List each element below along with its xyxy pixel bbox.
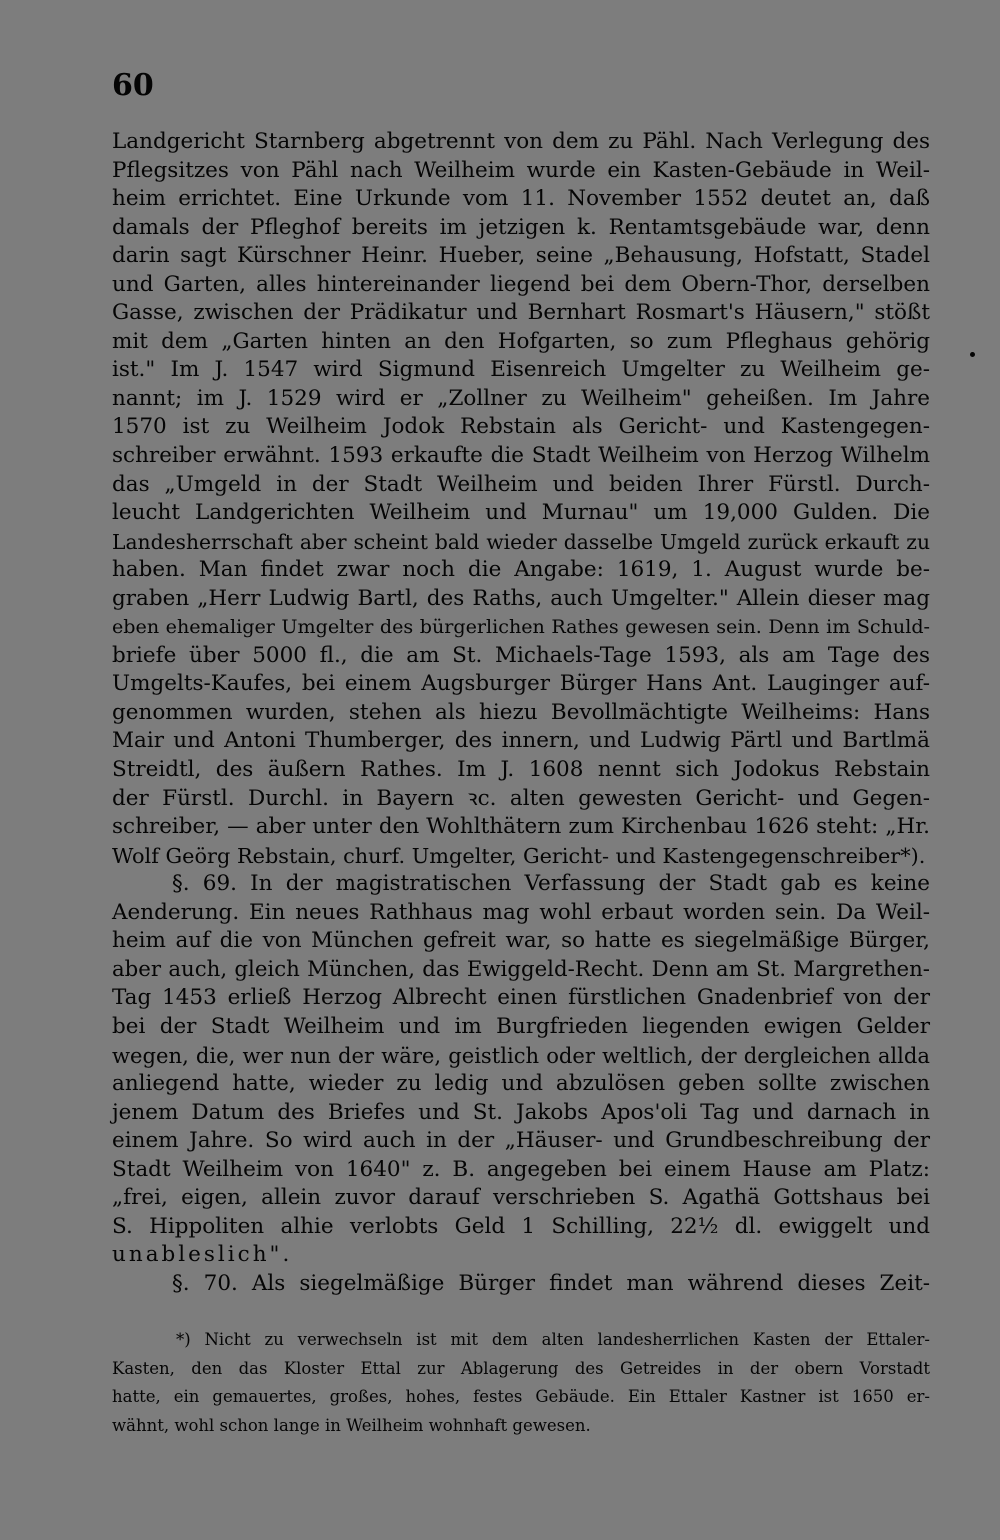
footnote-line: *) Nicht zu verwechseln ist mit dem alten landesherrlichen Kasten der Ettaler- bbox=[176, 1330, 930, 1349]
text-line: Landesherrschaft aber scheint bald wieder dasselbe Umgeld zurück erkauft zu bbox=[112, 529, 930, 554]
footnote bbox=[112, 1326, 930, 1440]
text-line: Stadt Weilheim von 1640" z. B. angegeben bei einem Hause am Platz: bbox=[112, 1156, 930, 1182]
text-line: mit dem „Garten hinten an den Hofgarten, so zum Pfleghaus gehörig bbox=[112, 328, 930, 354]
text-line: haben. Man findet zwar noch die Angabe: 1619, 1. August wurde be- bbox=[112, 557, 930, 583]
text-line: Pflegsitzes von Pähl nach Weilheim wurde ein Kasten-Gebäude in Weil- bbox=[112, 157, 930, 183]
text-line: schreiber erwähnt. 1593 erkaufte die Stadt Weilheim von Herzog Wilhelm bbox=[112, 443, 930, 469]
section-heading-line: §. 70. Als siegelmäßige Bürger findet man während dieses Zeit- bbox=[172, 1270, 930, 1296]
text-line: damals der Pfleghof bereits im jetzigen k. Rentamtsgebäude war, denn bbox=[112, 214, 930, 240]
text-line: Umgelts-Kaufes, bei einem Augsburger Bürger Hans Ant. Lauginger auf- bbox=[112, 671, 930, 697]
text-line: aber auch, gleich München, das Ewiggeld-Recht. Denn am St. Margrethen- bbox=[112, 956, 930, 982]
text-line: unableslich". bbox=[112, 1242, 293, 1268]
text-line: der Fürstl. Durchl. in Bayern ꝛc. alten gewesten Gericht- und Gegen- bbox=[112, 785, 930, 811]
text-line: Mair und Antoni Thumberger, des innern, und Ludwig Pärtl und Bartlmä bbox=[112, 728, 930, 754]
text-line: S. Hippoliten alhie verlobts Geld 1 Schilling, 22½ dl. ewiggelt und bbox=[112, 1213, 930, 1239]
text-line: 1570 ist zu Weilheim Jodok Rebstain als Gericht- und Kastengegen- bbox=[112, 414, 930, 440]
body-text bbox=[112, 128, 930, 1298]
text-line: graben „Herr Ludwig Bartl, des Raths, auch Umgelter." Allein dieser mag bbox=[112, 585, 930, 611]
text-line: Aenderung. Ein neues Rathhaus mag wohl erbaut worden sein. Da Weil- bbox=[112, 899, 930, 925]
text-line: nannt; im J. 1529 wird er „Zollner zu Weilheim" geheißen. Im Jahre bbox=[112, 385, 930, 411]
footnote-line: hatte, ein gemauertes, großes, hohes, festes Gebäude. Ein Ettaler Kastner ist 1650 er- bbox=[112, 1387, 930, 1406]
text-line: und Garten, alles hintereinander liegend bei dem Obern-Thor, derselben bbox=[112, 271, 930, 297]
section-heading-line: §. 69. In der magistratischen Verfassung der Stadt gab es keine bbox=[172, 871, 930, 897]
footnote-line: wähnt, wohl schon lange in Weilheim wohnhaft gewesen. bbox=[112, 1415, 591, 1435]
text-line: jenem Datum des Briefes und St. Jakobs Apos'oli Tag und darnach in bbox=[112, 1099, 930, 1125]
text-line: heim errichtet. Eine Urkunde vom 11. November 1552 deutet an, daß bbox=[112, 186, 930, 212]
text-line: genommen wurden, stehen als hiezu Bevollmächtigte Weilheims: Hans bbox=[112, 699, 930, 725]
text-line: Gasse, zwischen der Prädikatur und Bernhart Rosmart's Häusern," stößt bbox=[112, 300, 930, 326]
page-number: 60 bbox=[112, 68, 154, 103]
text-line: das „Umgeld in der Stadt Weilheim und beiden Ihrer Fürstl. Durch- bbox=[112, 471, 930, 497]
text-line: leucht Landgerichten Weilheim und Murnau" um 19,000 Gulden. Die bbox=[112, 500, 930, 526]
text-line: bei der Stadt Weilheim und im Burgfrieden liegenden ewigen Gelder bbox=[112, 1013, 930, 1039]
text-line: wegen, die, wer nun der wäre, geistlich oder weltlich, der dergleichen allda bbox=[112, 1042, 930, 1068]
text-line: Tag 1453 erließ Herzog Albrecht einen fürstlichen Gnadenbrief von der bbox=[112, 985, 930, 1011]
text-line: eben ehemaliger Umgelter des bürgerlichen Rathes gewesen sein. Denn im Schuld- bbox=[112, 615, 930, 639]
print-speck bbox=[970, 352, 975, 357]
text-line: Wolf Geörg Rebstain, churf. Umgelter, Gericht- und Kastengegenschreiber*). bbox=[112, 843, 926, 868]
text-line: Streidtl, des äußern Rathes. Im J. 1608 nennt sich Jodokus Rebstain bbox=[112, 757, 930, 783]
text-line: einem Jahre. So wird auch in der „Häuser- und Grundbeschreibung der bbox=[112, 1128, 930, 1154]
footnote-line: Kasten, den das Kloster Ettal zur Ablagerung des Getreides in der obern Vorstadt bbox=[112, 1358, 930, 1378]
text-line: schreiber, — aber unter den Wohlthätern zum Kirchenbau 1626 steht: „Hr. bbox=[112, 814, 930, 840]
text-line: darin sagt Kürschner Heinr. Hueber, seine „Behausung, Hofstatt, Stadel bbox=[112, 243, 930, 269]
text-line: „frei, eigen, allein zuvor darauf verschrieben S. Agathä Gottshaus bei bbox=[112, 1185, 930, 1211]
text-line: heim auf die von München gefreit war, so hatte es siegelmäßige Bürger, bbox=[112, 928, 930, 954]
text-line: Landgericht Starnberg abgetrennt von dem zu Pähl. Nach Verlegung des bbox=[112, 129, 930, 154]
text-line: briefe über 5000 fl., die am St. Michaels-Tage 1593, als am Tage des bbox=[112, 642, 930, 668]
text-line: anliegend hatte, wieder zu ledig und abzulösen geben sollte zwischen bbox=[112, 1071, 930, 1097]
text-line: ist." Im J. 1547 wird Sigmund Eisenreich Umgelter zu Weilheim ge- bbox=[112, 357, 930, 383]
